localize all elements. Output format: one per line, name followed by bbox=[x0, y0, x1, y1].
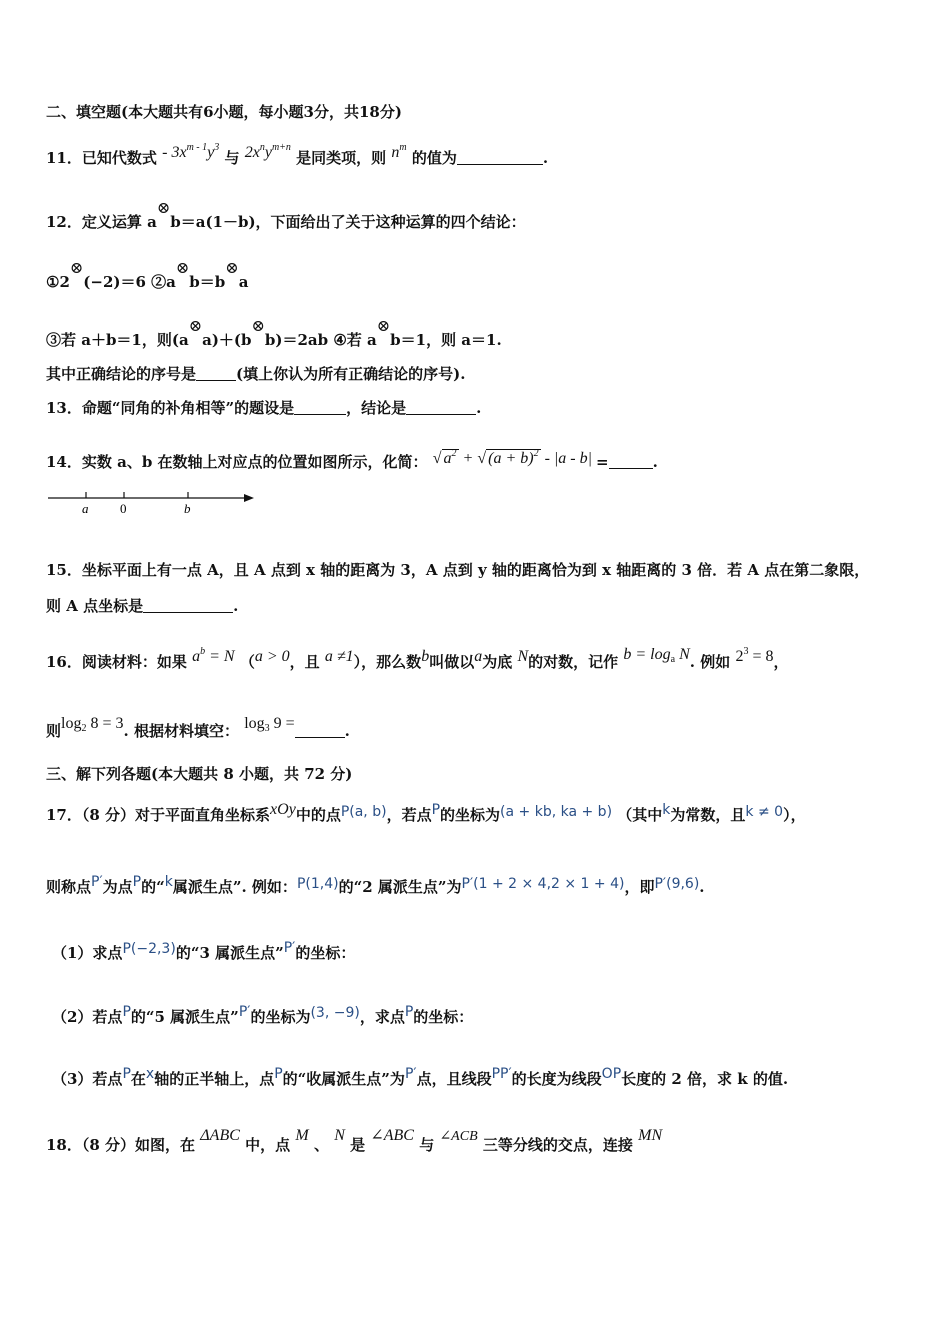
q16-expr-power: $a^b = N$ bbox=[192, 646, 235, 665]
otimes-symbol: ⊗ bbox=[69, 258, 84, 277]
question-15 bbox=[46, 560, 869, 580]
q17-example-calc: P′(1 + 2 × 4,2 × 1 + 4) bbox=[461, 876, 625, 892]
q16-l2-end: . bbox=[344, 722, 350, 740]
q17-p2-coord: (3, −9) bbox=[310, 1005, 360, 1021]
question-12-line-2 bbox=[46, 258, 248, 292]
question-15-line-2 bbox=[46, 596, 238, 616]
q12-l4-text: 其中正确结论的序号是 bbox=[46, 365, 197, 383]
q11-expr3: $n^m$ bbox=[391, 142, 407, 161]
question-number: 11． bbox=[46, 149, 82, 167]
q17-p2-pprime: P′ bbox=[238, 1004, 251, 1020]
q11-end: . bbox=[542, 149, 549, 167]
q17-p1-end: 的坐标： bbox=[295, 944, 356, 962]
q13-text: ，结论是 bbox=[346, 399, 407, 417]
q18-text: 三等分线的交点，连接 bbox=[482, 1136, 633, 1154]
q16-expr-neq: a ≠1 bbox=[324, 648, 354, 665]
q17-derived-coord: (a + kb, ka + b) bbox=[500, 804, 613, 820]
label-a: a bbox=[82, 501, 89, 516]
q12-l2-text: (−2)＝6 ②a bbox=[83, 273, 176, 291]
question-number: 17． bbox=[46, 806, 82, 824]
q18-text: （8 分）如图，在 bbox=[81, 1136, 196, 1154]
otimes-symbol: ⊗ bbox=[225, 258, 239, 277]
question-number: 16． bbox=[46, 653, 82, 671]
section-2-header: 二、填空题(本大题共有6小题，每小题3分，共18分) bbox=[46, 103, 402, 121]
q12-text: b＝a(1－b)，下面给出了关于这种运算的四个结论： bbox=[170, 213, 526, 231]
q16-l2-text: . 根据材料填空： bbox=[123, 722, 239, 740]
q18-segment-mn: MN bbox=[638, 1127, 663, 1144]
question-number: 12． bbox=[46, 213, 82, 231]
q17-p3-text: 在 bbox=[130, 1070, 146, 1088]
q17-p1-point: P(−2,3) bbox=[122, 941, 176, 957]
q16-expr-log: $b = \log_a N$ bbox=[623, 646, 690, 665]
q15-text: 坐标平面上有一点 A，且 A 点到 x 轴的距离为 3，A 点到 y 轴的距离恰为到 x 轴距离的 3 倍．若 A 点在第二象限， bbox=[81, 561, 870, 579]
question-16-line-2 bbox=[46, 714, 350, 741]
otimes-symbol: ⊗ bbox=[188, 316, 203, 335]
q17-text: 的坐标为 bbox=[440, 806, 501, 824]
q17-p1-text: （1）求点 bbox=[52, 944, 123, 962]
q16-text: 阅读材料：如果 bbox=[81, 653, 187, 671]
q18-triangle: ΔABC bbox=[200, 1127, 240, 1144]
question-12 bbox=[46, 198, 526, 232]
q17-p1-pprime: P′ bbox=[283, 940, 296, 956]
q12-l4-text: (填上你认为所有正确结论的序号). bbox=[236, 365, 466, 383]
q18-point-n: N bbox=[334, 1127, 345, 1144]
q11-text: 已知代数式 bbox=[81, 149, 157, 167]
q16-expr-cond: a > 0 bbox=[254, 648, 290, 665]
q14-text: 实数 a、b 在数轴上对应点的位置如图所示，化简： bbox=[81, 453, 428, 471]
answer-blank[interactable] bbox=[406, 400, 476, 415]
question-13 bbox=[46, 398, 481, 418]
q16-text: 叫做以 bbox=[429, 653, 475, 671]
q16-expr-log3: $\log_3 9$ = bbox=[244, 715, 295, 734]
q11-text: 是同类项，则 bbox=[296, 149, 387, 167]
q17-p3-text: （3）若点 bbox=[52, 1070, 123, 1088]
q17-text: 中的点 bbox=[295, 806, 341, 824]
label-0: 0 bbox=[120, 501, 127, 516]
q16-var-b: b bbox=[421, 648, 430, 665]
q16-var-a: a bbox=[474, 648, 483, 665]
question-17-part-3 bbox=[52, 1064, 788, 1089]
q12-l3-text: ③若 a＋b＝1，则(a bbox=[46, 331, 189, 349]
q18-text: 中，点 bbox=[245, 1136, 291, 1154]
q17-p2-text: 的坐标为 bbox=[250, 1008, 311, 1026]
section-3-header: 三、解下列各题(本大题共 8 小题，共 72 分) bbox=[46, 765, 353, 783]
question-17 bbox=[46, 800, 806, 825]
q14-equals: = bbox=[596, 453, 609, 471]
q16-text: 为底 bbox=[482, 653, 513, 671]
q17-p3-var-x: x bbox=[145, 1066, 155, 1082]
otimes-symbol: ⊗ bbox=[251, 316, 265, 335]
q13-text: 命题“同角的补角相等”的题设是 bbox=[81, 399, 295, 417]
q17-l2-text: 为点 bbox=[102, 878, 133, 896]
q17-l2-text: 属派生点”. 例如： bbox=[172, 878, 297, 896]
q17-l2-text: ，即 bbox=[624, 878, 655, 896]
number-line-figure bbox=[44, 486, 260, 520]
question-12-line-3 bbox=[46, 316, 502, 350]
q17-p2-text: 的“5 属派生点” bbox=[130, 1008, 239, 1026]
otimes-symbol: ⊗ bbox=[156, 198, 171, 217]
q17-p2-end: 的坐标： bbox=[413, 1008, 474, 1026]
q11-expr1: - $3x^{m - 1}y^3$ bbox=[162, 142, 220, 161]
question-11 bbox=[46, 138, 548, 168]
q16-expr-example: $2^3 = 8$ bbox=[735, 646, 774, 665]
question-number: 13． bbox=[46, 399, 82, 417]
q11-expr2: $2x^ny^{m+n}$ bbox=[244, 142, 291, 161]
question-14 bbox=[46, 444, 658, 472]
q17-p3-pprime: P′ bbox=[404, 1066, 417, 1082]
question-17-part-2 bbox=[52, 1002, 473, 1027]
q15-text: 则 A 点坐标是 bbox=[46, 597, 144, 615]
otimes-symbol: ⊗ bbox=[175, 258, 190, 277]
q18-text: 、 bbox=[313, 1136, 329, 1154]
q17-point-p: P(a, b) bbox=[340, 804, 387, 820]
label-b: b bbox=[184, 501, 191, 516]
q17-coord-system: xOy bbox=[270, 801, 296, 818]
q12-l2-text: b＝b bbox=[189, 273, 226, 291]
q11-text: 与 bbox=[224, 149, 240, 167]
question-16 bbox=[46, 642, 788, 672]
q17-p2-var-p: P bbox=[404, 1004, 414, 1020]
q11-text: 的值为 bbox=[411, 149, 457, 167]
q12-text: 定义运算 a bbox=[81, 213, 157, 231]
q17-var-p: P bbox=[431, 802, 441, 818]
answer-blank[interactable] bbox=[295, 723, 345, 738]
q16-text: ），那么数 bbox=[353, 653, 422, 671]
q16-text: （ bbox=[239, 653, 255, 671]
q14-expression: √ $a^2$ + √ $(a + b)^2 - |a - b|$ bbox=[432, 448, 593, 467]
q17-p1-text: 的“3 属派生点” bbox=[175, 944, 284, 962]
q17-example-result: P′(9,6) bbox=[654, 876, 700, 892]
question-number: 14． bbox=[46, 453, 82, 471]
q16-text: . 例如 bbox=[689, 653, 731, 671]
answer-blank[interactable] bbox=[143, 598, 233, 613]
question-17-part-1 bbox=[52, 938, 355, 963]
q16-l2-text: 则 bbox=[46, 722, 62, 740]
q17-p3-var-p: P bbox=[274, 1066, 283, 1082]
q17-var-pprime: P′ bbox=[91, 874, 103, 890]
q17-p3-segment-ppprime: PP′ bbox=[491, 1066, 512, 1082]
q17-p3-segment-op: OP bbox=[601, 1066, 622, 1082]
q16-text: ，且 bbox=[289, 653, 320, 671]
q17-p3-text: 的长度为线段 bbox=[511, 1070, 602, 1088]
q17-var-k: k bbox=[662, 802, 671, 818]
answer-blank[interactable] bbox=[609, 454, 653, 469]
q16-text: 的对数，记作 bbox=[528, 653, 619, 671]
q17-p2-text: ，求点 bbox=[359, 1008, 405, 1026]
q16-expr-log2: $\log_2 8 = 3$ bbox=[61, 715, 124, 734]
q17-p3-text: 轴的正半轴上，点 bbox=[154, 1070, 275, 1088]
q17-var-p: P bbox=[132, 874, 142, 890]
q17-p3-end: 长度的 2 倍，求 k 的值. bbox=[621, 1070, 789, 1088]
q18-text: 是 bbox=[350, 1136, 366, 1154]
q12-l3-text: a)＋(b bbox=[202, 331, 252, 349]
answer-blank[interactable] bbox=[457, 150, 543, 165]
q14-end: . bbox=[652, 453, 658, 471]
q17-p3-text: 的“收属派生点”为 bbox=[282, 1070, 405, 1088]
q17-l2-text: 的“ bbox=[141, 878, 165, 896]
q16-end: ， bbox=[773, 653, 789, 671]
question-18 bbox=[46, 1126, 662, 1155]
q17-p2-var-p: P bbox=[122, 1004, 131, 1020]
q17-text: （8 分）对于平面直角坐标系 bbox=[81, 806, 271, 824]
q12-l3-text: b)＝2ab ④若 a bbox=[264, 331, 377, 349]
q12-l2-text: a bbox=[238, 273, 249, 291]
answer-blank[interactable] bbox=[196, 366, 236, 381]
q13-end: . bbox=[476, 399, 482, 417]
q17-l2-text: 的“2 属派生点”为 bbox=[338, 878, 462, 896]
q17-end: ）， bbox=[783, 806, 806, 824]
question-12-line-4 bbox=[46, 364, 465, 384]
q18-point-m: M bbox=[295, 1127, 309, 1144]
q18-angle-abc: ∠ABC bbox=[370, 1127, 414, 1144]
q17-p2-text: （2）若点 bbox=[52, 1008, 123, 1026]
q17-example-p: P(1,4) bbox=[296, 876, 339, 892]
q17-l2-text: 则称点 bbox=[46, 878, 92, 896]
question-number: 18． bbox=[46, 1136, 82, 1154]
q17-text: （其中 bbox=[617, 806, 663, 824]
q16-var-n: N bbox=[517, 648, 529, 665]
q18-angle-acb: ∠ACB bbox=[439, 1129, 478, 1144]
arrow-icon bbox=[244, 494, 254, 502]
q17-text: 为常数，且 bbox=[670, 806, 746, 824]
q17-p3-var-p: P bbox=[122, 1066, 131, 1082]
q15-end: . bbox=[233, 597, 239, 615]
q17-k-nonzero: k ≠ 0 bbox=[745, 804, 784, 820]
q17-var-k: k bbox=[164, 874, 173, 890]
q17-text: ，若点 bbox=[386, 806, 432, 824]
q12-l3-text: b＝1，则 a＝1. bbox=[390, 331, 502, 349]
question-17-line-2 bbox=[46, 872, 705, 897]
q12-l2-text: ①2 bbox=[46, 273, 70, 291]
question-number: 15． bbox=[46, 561, 82, 579]
q18-text: 与 bbox=[419, 1136, 435, 1154]
q17-p3-text: 点，且线段 bbox=[416, 1070, 492, 1088]
q17-l2-end: . bbox=[699, 878, 705, 896]
answer-blank[interactable] bbox=[294, 400, 346, 415]
otimes-symbol: ⊗ bbox=[376, 316, 391, 335]
